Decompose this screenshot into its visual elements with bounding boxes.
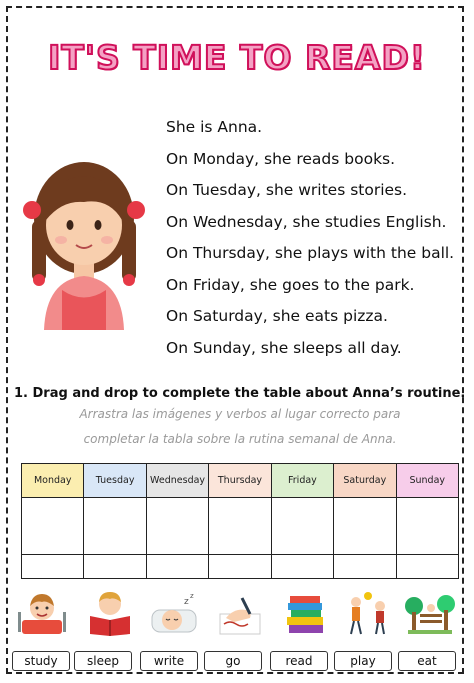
boy-reading-icon[interactable] (84, 590, 136, 636)
verb-card-study[interactable]: study (12, 651, 70, 671)
day-header-thursday: Thursday (209, 464, 271, 498)
image-drop-zone-tuesday[interactable] (84, 498, 146, 555)
verb-card-play[interactable]: play (334, 651, 392, 671)
sleeping-face-icon[interactable] (148, 590, 200, 636)
girl-anna-illustration (14, 130, 154, 330)
verb-drop-zone-monday[interactable] (22, 555, 84, 579)
verb-drop-zone-friday[interactable] (271, 555, 333, 579)
story-line: On Friday, she goes to the park. (166, 275, 415, 294)
stack-of-books-icon[interactable] (280, 590, 332, 636)
verb-drop-zone-saturday[interactable] (334, 555, 396, 579)
verb-drop-zone-wednesday[interactable] (146, 555, 208, 579)
verb-card-eat[interactable]: eat (398, 651, 456, 671)
routine-table (21, 463, 459, 579)
page-title: IT'S TIME TO READ! (48, 38, 426, 77)
verb-drop-zone-thursday[interactable] (209, 555, 271, 579)
day-header-friday: Friday (271, 464, 333, 498)
story-text (166, 112, 466, 364)
verb-card-write[interactable]: write (140, 651, 198, 671)
svg-text:z: z (190, 592, 194, 600)
image-drop-zone-monday[interactable] (22, 498, 84, 555)
day-header-tuesday: Tuesday (84, 464, 146, 498)
verb-drop-zone-tuesday[interactable] (84, 555, 146, 579)
boy-eating-icon[interactable] (16, 590, 68, 636)
image-drop-zone-friday[interactable] (271, 498, 333, 555)
verb-drop-zone-sunday[interactable] (396, 555, 458, 579)
image-drop-zone-thursday[interactable] (209, 498, 271, 555)
hand-writing-icon[interactable] (212, 590, 264, 636)
draggable-images-bank (14, 590, 464, 636)
park-bench-icon[interactable] (404, 590, 456, 636)
image-drop-zone-saturday[interactable] (334, 498, 396, 555)
instruction-translation-line-1: Arrastra las imágenes y verbos al lugar correcto para (79, 407, 401, 421)
story-line: On Sunday, she sleeps all day. (166, 338, 402, 357)
story-line: On Thursday, she plays with the ball. (166, 244, 455, 262)
day-header-sunday: Sunday (396, 464, 458, 498)
story-line: On Saturday, she eats pizza. (166, 307, 388, 325)
kids-playing-ball-icon[interactable] (342, 590, 394, 636)
verb-card-sleep[interactable]: sleep (74, 651, 132, 671)
image-drop-zone-sunday[interactable] (396, 498, 458, 555)
svg-text:z: z (184, 597, 189, 607)
verb-card-read[interactable]: read (270, 651, 328, 671)
image-drop-zone-wednesday[interactable] (146, 498, 208, 555)
story-line: On Wednesday, she studies English. (166, 212, 447, 231)
story-line: On Tuesday, she writes stories. (166, 181, 408, 199)
instruction-translation-line-2: completar la tabla sobre la rutina semanal de Anna. (83, 432, 397, 446)
exercise-instruction: 1. Drag and drop to complete the table about Anna’s routine. (14, 386, 466, 401)
day-header-saturday: Saturday (334, 464, 396, 498)
story-line: On Monday, she reads books. (166, 149, 396, 168)
day-header-wednesday: Wednesday (146, 464, 208, 498)
day-header-monday: Monday (22, 464, 84, 498)
verb-card-go[interactable]: go (204, 651, 262, 671)
story-line: She is Anna. (166, 118, 263, 136)
